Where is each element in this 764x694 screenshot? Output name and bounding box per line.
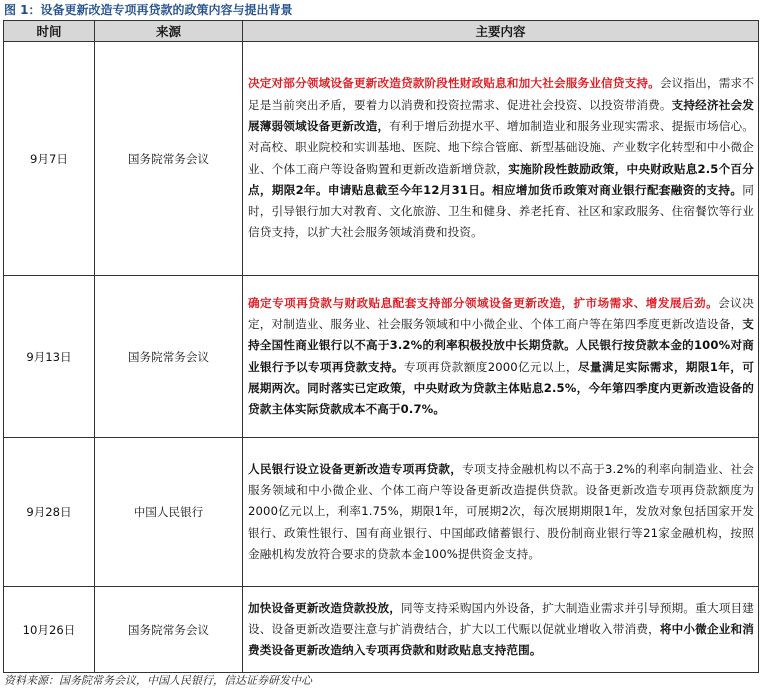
emphasis-text: 将中小微企业和消费类设备更新改造纳入专项再贷款和财政贴息支持范围。 — [248, 621, 754, 658]
row-content — [243, 42, 759, 276]
header-content: 主要内容 — [243, 21, 759, 42]
row-date: 10月26日 — [4, 587, 95, 673]
emphasis-text: 加快设备更新改造贷款投放， — [248, 600, 401, 615]
body-text: 专项支持金融机构以不高于3.2%的利率向制造业、社会服务领域和中小微企业、个体工商户等设备更新改造提供贷款。设备更新改造专项再贷款额度为2000亿元以上，利率1.75%，期限1年，可展期2次，每次展期期限1年，发放对象包括国家开发银行、政策性银行、国有商业银行、中国邮政储蓄银行、股份制商业银行等21家金融机构，按照金融机构发放符合要求的贷款本金100%提供资金支持。 — [248, 461, 755, 561]
row-date: 9月7日 — [4, 42, 95, 276]
row-content — [243, 276, 759, 438]
highlight-text: 确定专项再贷款与财政贴息配套支持部分领域设备更新改造，扩市场需求、增发展后劲。 — [248, 295, 719, 310]
header-source: 来源 — [95, 21, 243, 42]
table-row — [4, 438, 759, 587]
policy-table — [3, 20, 759, 673]
body-text: 会议决定，对制造业、服务业、社会服务领域和中小微企业、个体工商户等在第四季度更新改造设备， — [248, 295, 754, 331]
emphasis-text: 支持全国性商业银行以不高于3.2%的利率积极投放中长期贷款。人民银行按贷款本金的100%对商业银行予以专项再贷款支持。 — [248, 316, 754, 374]
body-text: 有利于增后劲提水平、增加制造业和服务业现实需求、提振市场信心。对高校、职业院校和实训基地、医院、地下综合管廊、新型基础设施、产业数字化转型和中小微企业、个体工商户等设备购置和更新改造新增贷款， — [248, 118, 754, 176]
row-content — [243, 587, 759, 673]
table-row — [4, 42, 759, 276]
table-row — [4, 276, 759, 438]
row-source: 中国人民银行 — [95, 438, 243, 587]
body-text: 同时，引导银行加大对教育、文化旅游、卫生和健身、养老托育、社区和家政服务、住宿餐饮等行业信贷支持，以扩大社会服务领域消费和投资。 — [248, 182, 754, 240]
source-note: 资料来源：国务院常务会议，中国人民银行，信达证券研发中心 — [4, 674, 312, 687]
highlight-text: 决定对部分领域设备更新改造贷款阶段性财政贴息和加大社会服务业信贷支持。 — [248, 76, 660, 91]
body-text: 同等支持采购国内外设备，扩大制造业需求并引导预期。重大项目建设、设备更新改造要注意与扩消费结合，扩大以工代赈以促就业增收入带消费， — [248, 600, 754, 636]
row-source: 国务院常务会议 — [95, 587, 243, 673]
table-row — [4, 587, 759, 673]
header-time: 时间 — [4, 21, 95, 42]
emphasis-text: 人民银行设立设备更新改造专项再贷款， — [248, 461, 463, 476]
figure-caption: 图 1：设备更新改造专项再贷款的政策内容与提出背景 — [4, 3, 293, 17]
row-date: 9月28日 — [4, 438, 95, 587]
row-date: 9月13日 — [4, 276, 95, 438]
body-text: 会议指出，需求不足是当前突出矛盾，要着力以消费和投资拉需求、促进社会投资、以投资带消费。 — [248, 76, 754, 112]
emphasis-text: 支持经济社会发展薄弱领域设备更新改造， — [248, 97, 754, 133]
row-content — [243, 438, 759, 587]
row-source: 国务院常务会议 — [95, 42, 243, 276]
row-source: 国务院常务会议 — [95, 276, 243, 438]
table-header-row — [4, 21, 759, 42]
emphasis-text: 尽量满足实际需求，期限1年，可展期两次。同时落实已定政策，中央财政为贷款主体贴息2.5%，今年第四季度内更新改造设备的贷款主体实际贷款成本不高于0.7%。 — [248, 359, 754, 417]
body-text: 专项再贷款额度2000亿元以上， — [403, 359, 578, 374]
emphasis-text: 实施阶段性鼓励政策，中央财政贴息2.5个百分点，期限2年。申请贴息截至今年12月31日。相应增加货币政策对商业银行配套融资的支持。 — [248, 161, 754, 197]
